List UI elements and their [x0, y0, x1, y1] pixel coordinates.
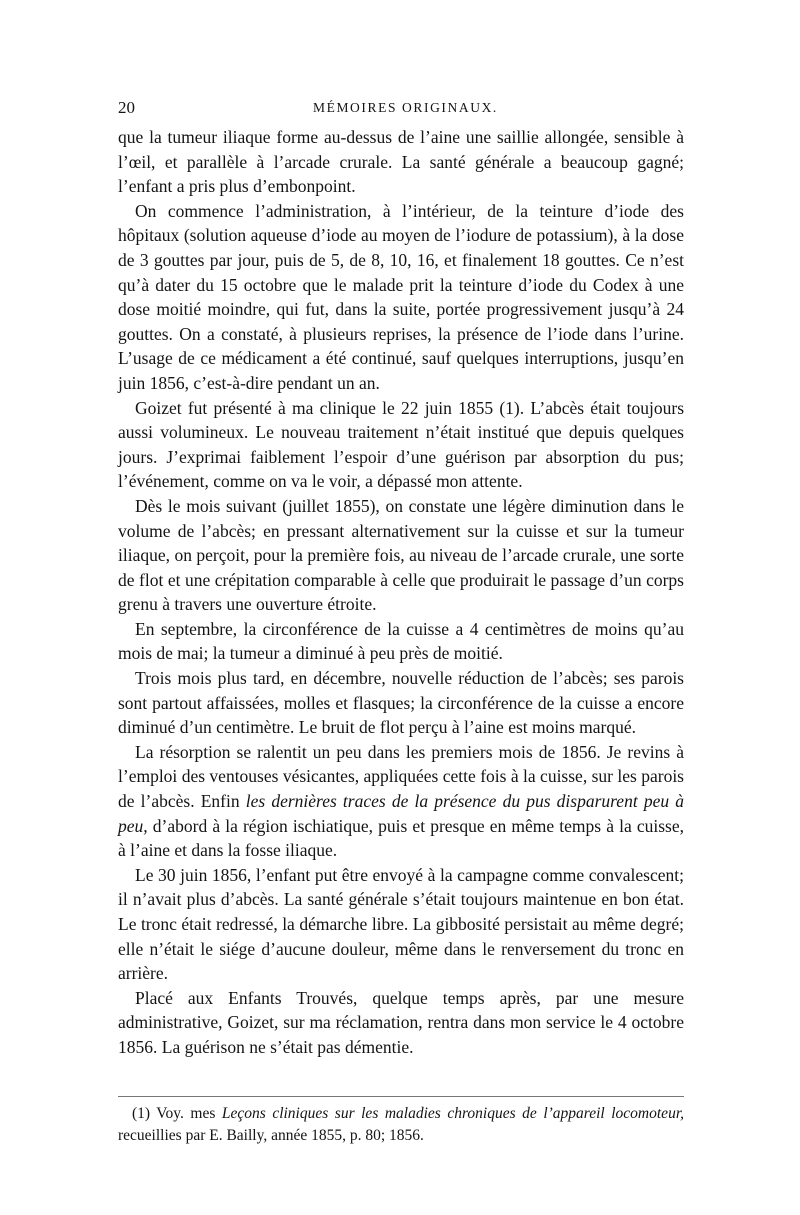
paragraph-september: En septembre, la circonférence de la cuisse a 4 centimètres de moins qu’au mois de mai; la tumeur a diminué à peu près de moitié.: [118, 618, 684, 664]
paragraph-resorption-1856: [118, 740, 684, 863]
body-text: [118, 125, 684, 1060]
paragraph-text-before-emphasis: La résorption se ralentit un peu dans les premiers mois de 1856. Je revins à l’emploi des ventouses vésicantes, appliquées cette fois à la cuisse, sur les parois de l’abcès. Enfin: [118, 741, 684, 812]
paragraph-june-1856: Le 30 juin 1856, l’enfant put être envoyé à la campagne comme convalescent; il n’avait plus d’abcès. La santé générale s’était toujours maintenue en bon état. Le tronc était redressé, la démarche libre. La gibbosité persistait au même degré; elle n’était le siége d’aucune douleur, même dans le renversement du tronc en arrière.: [118, 864, 684, 984]
footnote-prefix: (1) Voy. mes: [132, 1104, 222, 1122]
emphasized-phrase: les dernières traces de la présence du pus disparurent peu à peu,: [118, 791, 684, 836]
footnote: [118, 1103, 684, 1147]
paragraph-text-after-emphasis: d’abord à la région ischiatique, puis et presque en même temps à la cuisse, à l’aine et dans la fosse iliaque.: [118, 815, 684, 861]
paragraph-clinic-presentation: Goizet fut présenté à ma clinique le 22 juin 1855 (1). L’abcès était toujours aussi volumineux. Le nouveau traitement n’était institué que depuis quelques jours. J’exprimai faiblement l’espoir d’une guérison par absorption du pus; l’événement, comme on va le voir, a dépassé mon attente.: [118, 397, 684, 492]
running-header: [118, 96, 684, 120]
footnote-suffix: recueillies par E. Bailly, année 1855, p. 80; 1856.: [118, 1126, 424, 1144]
paragraph-continuation: que la tumeur iliaque forme au-dessus de l’aine une saillie allongée, sensible à l’œil, et parallèle à l’arcade crurale. La santé générale a beaucoup gagné; l’enfant a pris plus d’embonpoint.: [118, 127, 684, 197]
paragraph-july-1855: Dès le mois suivant (juillet 1855), on constate une légère diminution dans le volume de l’abcès; en pressant alternativement sur la cuisse et sur la tumeur iliaque, on perçoit, pour la première fois, au niveau de l’arcade crurale, une sorte de flot et une crépitation comparable à celle que produirait le passage d’un corps grenu à travers une ouverture étroite.: [118, 495, 684, 615]
book-page: [118, 96, 684, 1147]
footnote-divider: [118, 1096, 684, 1097]
paragraph-iodine-treatment: On commence l’administration, à l’intérieur, de la teinture d’iode des hôpitaux (solution aqueuse d’iode au moyen de l’iodure de potassium), à la dose de 3 gouttes par jour, puis de 5, de 8, 10, 16, et finalement 18 gouttes. Ce n’est qu’à dater du 15 octobre que le malade prit la teinture d’iode du Codex à une dose moitié moindre, qui fut, dans la suite, portée progressivement jusqu’à 24 gouttes. On a constaté, à plusieurs reprises, la présence de l’iode dans l’urine. L’usage de ce médicament a été continué, sauf quelques interruptions, jusqu’en juin 1856, c’est-à-dire pendant un an.: [118, 200, 684, 393]
running-title: MÉMOIRES ORIGINAUX.: [313, 100, 498, 115]
footnote-book-title: Leçons cliniques sur les maladies chroniques de l’appareil locomoteur,: [221, 1104, 685, 1122]
paragraph-enfants-trouves: Placé aux Enfants Trouvés, quelque temps après, par une mesure administrative, Goizet, sur ma réclamation, rentra dans mon service le 4 octobre 1856. La guérison ne s’était pas démentie.: [118, 987, 684, 1057]
paragraph-december: Trois mois plus tard, en décembre, nouvelle réduction de l’abcès; ses parois sont partout affaissées, molles et flasques; la circonférence de la cuisse a encore diminué d’un centimètre. Le bruit de flot perçu à l’aine est moins marqué.: [118, 668, 684, 738]
page-number: 20: [118, 98, 135, 117]
